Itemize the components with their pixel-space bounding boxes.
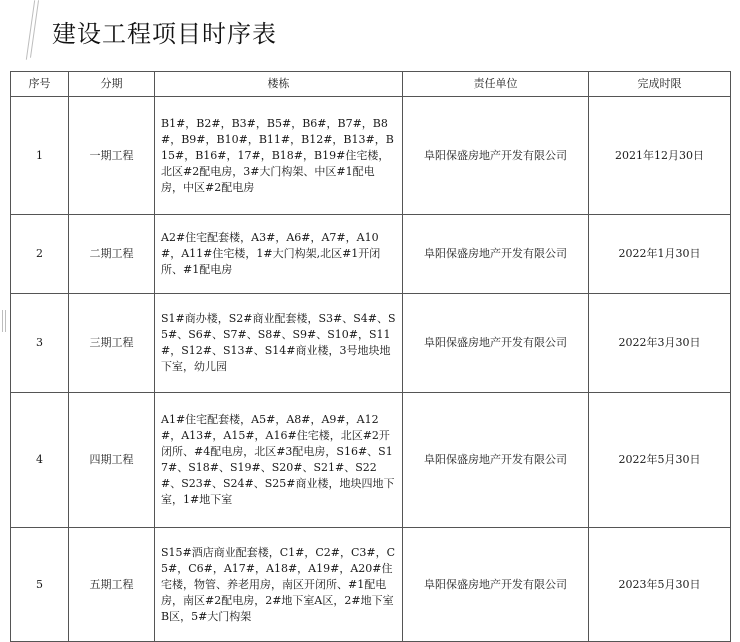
- header-phase: 分期: [69, 72, 155, 97]
- table-row: [11, 528, 731, 642]
- schedule-table: [10, 71, 731, 642]
- scan-artifact-line: [30, 0, 39, 58]
- header-unit: 责任单位: [403, 72, 589, 97]
- header-index: 序号: [11, 72, 69, 97]
- cell-buildings: S1#商办楼，S2#商业配套楼，S3#、S4#、S5#、S6#、S7#、S8#、S9#、S10#，S11#，S12#、S13#、S14#商业楼，3号地块地下室，幼儿园: [155, 294, 403, 393]
- cell-buildings: S15#酒店商业配套楼，C1#，C2#，C3#，C5#，C6#，A17#，A18#，A19#，A20#住宅楼，物管、养老用房，南区开闭所、#1配电房，南区#2配电房，2#地下室A区，2#地下室B区，5#大门构架: [155, 528, 403, 642]
- cell-buildings: A1#住宅配套楼，A5#，A8#，A9#，A12#，A13#，A15#，A16#住宅楼，北区#2开闭所、#4配电房，北区#3配电房，S16#、S17#、S18#、S19#、S20#、S21#、S22#、S23#、S24#、S25#商业楼，地块四地下室，1#地下室: [155, 393, 403, 528]
- table-row: [11, 97, 731, 215]
- cell-deadline: 2022年1月30日: [589, 215, 731, 294]
- cell-deadline: 2022年5月30日: [589, 393, 731, 528]
- cell-unit: 阜阳保盛房地产开发有限公司: [403, 528, 589, 642]
- table-row: [11, 294, 731, 393]
- cell-unit: 阜阳保盛房地产开发有限公司: [403, 294, 589, 393]
- header-buildings: 楼栋: [155, 72, 403, 97]
- cell-index: 2: [11, 215, 69, 294]
- scan-artifact-line: [5, 310, 6, 332]
- cell-deadline: 2021年12月30日: [589, 97, 731, 215]
- cell-index: 1: [11, 97, 69, 215]
- cell-phase: 三期工程: [69, 294, 155, 393]
- cell-unit: 阜阳保盛房地产开发有限公司: [403, 97, 589, 215]
- cell-index: 4: [11, 393, 69, 528]
- cell-deadline: 2022年3月30日: [589, 294, 731, 393]
- cell-phase: 五期工程: [69, 528, 155, 642]
- cell-phase: 二期工程: [69, 215, 155, 294]
- cell-buildings: B1#，B2#，B3#，B5#，B6#，B7#，B8#，B9#，B10#，B11#，B12#，B13#，B15#，B16#，17#，B18#，B19#住宅楼，北区#2配电房，3#大门构架、中区#1配电房，中区#2配电房: [155, 97, 403, 215]
- table-row: [11, 393, 731, 528]
- cell-phase: 四期工程: [69, 393, 155, 528]
- document-title: 建设工程项目时序表: [52, 20, 277, 48]
- cell-buildings: A2#住宅配套楼，A3#，A6#，A7#，A10#，A11#住宅楼，1#大门构架,北区#1开闭所、#1配电房: [155, 215, 403, 294]
- cell-index: 5: [11, 528, 69, 642]
- cell-unit: 阜阳保盛房地产开发有限公司: [403, 215, 589, 294]
- cell-phase: 一期工程: [69, 97, 155, 215]
- cell-unit: 阜阳保盛房地产开发有限公司: [403, 393, 589, 528]
- table-row: [11, 215, 731, 294]
- table-header-row: [11, 72, 731, 97]
- cell-deadline: 2023年5月30日: [589, 528, 731, 642]
- cell-index: 3: [11, 294, 69, 393]
- scan-artifact-line: [2, 310, 3, 332]
- header-deadline: 完成时限: [589, 72, 731, 97]
